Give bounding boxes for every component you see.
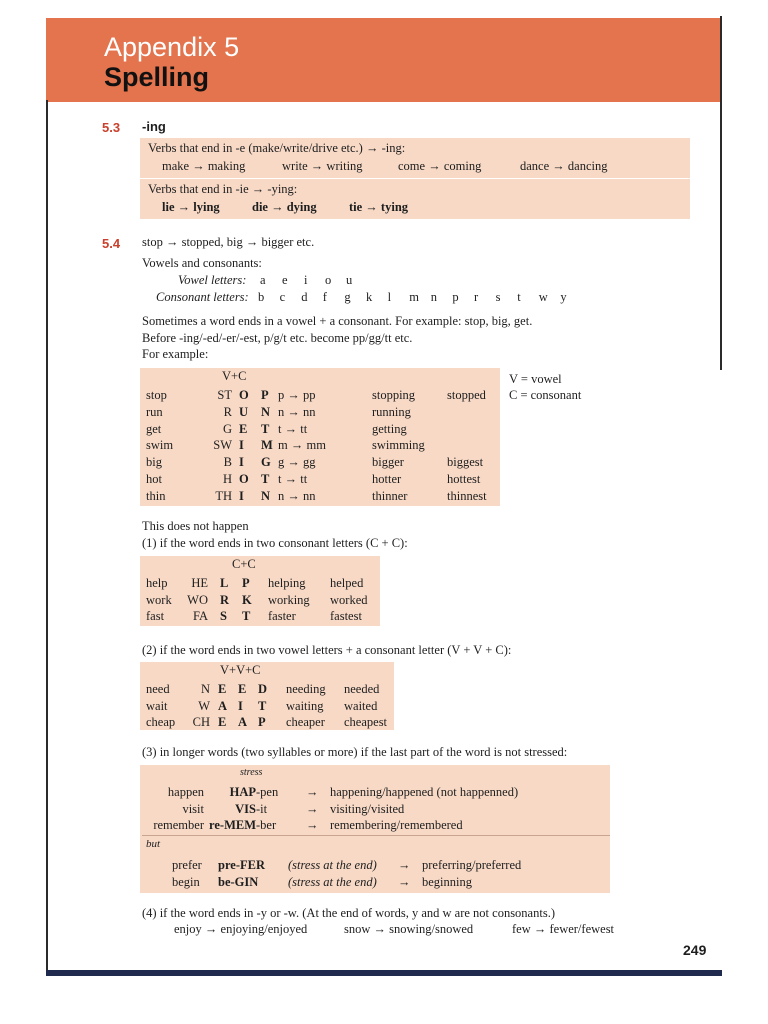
table-cell-vowel: I: [238, 698, 243, 713]
table-cell-vowel: E: [218, 715, 227, 729]
vowel-letter: i: [304, 273, 308, 287]
table-cell-word: swim: [146, 438, 174, 453]
vowels-consonants-label: Vowels and consonants:: [142, 256, 262, 270]
table-cell-word: prefer: [172, 858, 202, 872]
case-4-label: (4) if the word ends in -y or -w. (At the end of words, y and w are not consonants.): [142, 906, 555, 920]
table-cell-consonant: P: [258, 715, 266, 729]
section-number-5-4: 5.4: [102, 236, 121, 251]
table-cell-vowel: O: [239, 472, 249, 486]
table-cell-stress: be-GIN: [218, 874, 259, 889]
table-cell-form-b: worked: [330, 592, 368, 607]
table-cell-form-b: stopped: [447, 388, 486, 402]
table-cell-consonant: R: [220, 592, 230, 607]
table-cell-consonant: N: [261, 488, 271, 503]
stress-label: stress: [240, 767, 263, 778]
left-rule: [46, 100, 48, 976]
table-cell-form-a: faster: [268, 609, 296, 623]
vc-table-header: V+C: [222, 369, 247, 383]
table-cell-stress: HAP: [229, 785, 256, 799]
table-cell-stem: R: [223, 404, 232, 419]
table-cell-consonant: M: [261, 438, 273, 453]
consonant-letter: f: [322, 290, 327, 304]
table-cell-rule: p → pp: [278, 388, 316, 402]
legend-consonant: C = consonant: [509, 388, 582, 402]
consonant-letter: t: [517, 290, 521, 304]
table-cell-vowel: U: [239, 404, 249, 419]
table-cell-consonant: S: [220, 609, 227, 623]
table-cell-stem: W: [198, 698, 210, 713]
consonant-letter: n: [430, 290, 438, 304]
case-3-label: (3) in longer words (two syllables or more) if the last part of the word is not stressed:: [142, 745, 568, 759]
section-number-5-3: 5.3: [102, 120, 121, 135]
table-cell-result: visiting/visited: [330, 801, 405, 816]
bottom-rule: [46, 970, 722, 976]
table-cell-vowel: E: [218, 682, 227, 696]
table-cell-form-b: helped: [330, 576, 364, 590]
paragraph-3: For example:: [142, 347, 209, 361]
table-cell-word: run: [146, 404, 163, 419]
but-label: but: [146, 838, 161, 850]
legend-vowel: V = vowel: [509, 372, 562, 386]
table-cell-arrow: →: [398, 874, 411, 889]
ing-example: dance → dancing: [520, 159, 608, 173]
table-cell-consonant: P: [242, 576, 250, 590]
table-cell-stress: pre-FER: [218, 858, 265, 872]
paragraph-1: Sometimes a word ends in a vowel + a consonant. For example: stop, big, get.: [142, 314, 533, 328]
consonant-letter: g: [344, 290, 351, 304]
table-cell-result: preferring/preferred: [422, 858, 522, 872]
table-cell-word: big: [146, 455, 162, 470]
table-cell-form-b: fastest: [330, 609, 362, 623]
table-cell-form-b: hottest: [447, 472, 481, 486]
table-cell-consonant: P: [261, 388, 269, 402]
table-cell-form-b: cheapest: [344, 715, 388, 729]
consonant-letter: k: [366, 290, 373, 304]
consonant-letters-label: Consonant letters:: [156, 290, 249, 304]
table-cell-rule: m → mm: [278, 438, 326, 453]
table-cell-stem: CH: [192, 715, 210, 729]
table-cell-consonant: K: [242, 592, 252, 607]
table-cell-form-b: thinnest: [447, 488, 487, 503]
consonant-letter: l: [387, 290, 392, 304]
table-cell-stress: VIS: [235, 801, 256, 816]
table-cell-unstressed: -pen: [256, 785, 279, 799]
table-cell-stem: ST: [217, 388, 232, 402]
table-cell-word: wait: [146, 698, 168, 713]
table-cell-arrow: →: [398, 858, 411, 872]
table-cell-result: remembering/remembered: [330, 818, 463, 832]
table-cell-vowel: I: [239, 438, 244, 453]
table-cell-unstressed: -ber: [256, 818, 277, 832]
section-title-5-4: stop → stopped, big → bigger etc.: [142, 235, 315, 249]
consonant-letter: p: [452, 290, 459, 304]
consonant-letter: d: [301, 290, 308, 304]
right-rule: [720, 16, 722, 370]
table-cell-form-a: swimming: [372, 438, 425, 453]
ing-box-ie-intro: Verbs that end in -ie → -ying:: [148, 182, 298, 196]
table-cell-word: visit: [182, 801, 204, 816]
table-cell-result: beginning: [422, 874, 472, 889]
table-cell-word: begin: [172, 874, 200, 889]
table-cell-word: help: [146, 576, 168, 590]
vowel-letters-label: Vowel letters:: [178, 273, 247, 287]
consonant-letter: y: [560, 290, 567, 304]
table-cell-vowel: A: [218, 698, 228, 713]
table-cell-consonant: T: [261, 472, 270, 486]
consonant-letter: m: [409, 290, 419, 304]
consonant-letter: r: [474, 290, 479, 304]
vowel-letter: a: [260, 273, 266, 287]
table-cell-vowel: I: [239, 455, 244, 470]
table-cell-vowel: O: [239, 388, 249, 402]
table-cell-stem: SW: [213, 438, 232, 453]
table-cell-form-a: running: [372, 404, 411, 419]
table-cell-form-b: biggest: [447, 455, 484, 470]
table-cell-arrow: →: [306, 801, 319, 816]
table-cell-word: cheap: [146, 715, 176, 729]
case-4-example: snow → snowing/snowed: [344, 922, 474, 936]
table-cell-rule: n → nn: [278, 404, 316, 419]
consonant-letter: c: [279, 290, 286, 304]
consonant-letter: s: [495, 290, 501, 304]
table-cell-consonant: T: [242, 609, 251, 623]
table-cell-vowel: E: [238, 682, 247, 696]
case-1-label: (1) if the word ends in two consonant letters (C + C):: [142, 536, 408, 550]
page-header: [46, 18, 722, 102]
table-cell-form-a: cheaper: [286, 715, 325, 729]
table-cell-form-a: needing: [286, 682, 326, 696]
table-cell-stem: B: [223, 455, 232, 470]
appendix-title: Appendix 5: [104, 32, 240, 62]
case-1-header: C+C: [232, 557, 256, 571]
table-cell-stress: re-MEM: [209, 818, 256, 832]
ing-box-e-intro: Verbs that end in -e (make/write/drive etc.) → -ing:: [148, 141, 406, 155]
table-cell-form-a: hotter: [372, 472, 402, 486]
vowel-letter: e: [282, 273, 288, 287]
table-cell-rule: n → nn: [278, 488, 316, 503]
table-cell-vowel: I: [239, 488, 244, 503]
table-cell-consonant: D: [258, 682, 268, 696]
table-cell-form-a: waiting: [286, 698, 324, 713]
table-cell-stem: HE: [191, 576, 208, 590]
table-cell-note: (stress at the end): [288, 874, 377, 889]
table-cell-stem: WO: [187, 592, 208, 607]
table-cell-form-b: needed: [344, 682, 380, 696]
table-cell-word: stop: [146, 388, 167, 402]
ing-example: write → writing: [282, 159, 363, 173]
table-cell-stem: H: [222, 472, 232, 486]
table-cell-word: need: [146, 682, 170, 696]
table-cell-consonant: T: [261, 421, 270, 436]
appendix-subtitle: Spelling: [104, 62, 210, 92]
case-4-example: enjoy → enjoying/enjoyed: [174, 922, 308, 936]
ing-example: make → making: [162, 159, 246, 173]
table-cell-rule: t → tt: [278, 421, 308, 436]
table-cell-form-b: waited: [344, 698, 378, 713]
table-cell-word: remember: [153, 818, 204, 832]
table-cell-result: happening/happened (not happenned): [330, 785, 519, 799]
vowel-letter: o: [325, 273, 332, 287]
table-cell-rule: t → tt: [278, 472, 308, 486]
divider: [142, 835, 610, 836]
case-2-header: V+V+C: [220, 663, 261, 677]
section-title-5-3: -ing: [142, 119, 166, 134]
case-2-label: (2) if the word ends in two vowel letters + a consonant letter (V + V + C):: [142, 643, 512, 657]
table-cell-consonant: G: [261, 455, 271, 470]
ing-example: come → coming: [398, 159, 482, 173]
ying-example: tie → tying: [349, 200, 409, 214]
table-cell-form-a: helping: [268, 576, 306, 590]
case-4-example: few → fewer/fewest: [512, 922, 615, 936]
vowel-letter: u: [346, 273, 353, 287]
table-cell-form-a: working: [268, 592, 310, 607]
not-happen-label: This does not happen: [142, 519, 249, 533]
vc-table-box: [140, 368, 500, 506]
table-cell-stem: G: [222, 421, 232, 436]
table-cell-stem: FA: [192, 609, 208, 623]
table-cell-arrow: →: [306, 818, 319, 832]
paragraph-2: Before -ing/-ed/-er/-est, p/g/t etc. become pp/gg/tt etc.: [142, 331, 413, 345]
table-cell-word: hot: [146, 472, 162, 486]
page-number: 249: [683, 942, 707, 958]
consonant-letter: w: [538, 290, 548, 304]
table-cell-rule: g → gg: [278, 455, 316, 470]
consonant-letter: b: [258, 290, 265, 304]
table-cell-form-a: stopping: [372, 388, 416, 402]
table-cell-stem: TH: [215, 488, 232, 503]
table-cell-unstressed: -it: [256, 801, 268, 816]
ying-example: lie → lying: [162, 200, 220, 214]
table-cell-word: fast: [146, 609, 165, 623]
table-cell-form-a: bigger: [372, 455, 404, 470]
table-cell-consonant: T: [258, 698, 267, 713]
table-cell-consonant: N: [261, 404, 271, 419]
table-cell-form-a: thinner: [372, 488, 408, 503]
table-cell-note: (stress at the end): [288, 858, 377, 872]
table-cell-vowel: E: [239, 421, 248, 436]
table-cell-consonant: L: [220, 576, 229, 590]
table-cell-stem: N: [200, 682, 210, 696]
ying-example: die → dying: [252, 200, 317, 214]
table-cell-word: get: [146, 421, 162, 436]
table-cell-form-a: getting: [372, 421, 407, 436]
table-cell-word: thin: [146, 488, 166, 503]
table-cell-vowel: A: [238, 715, 248, 729]
table-cell-word: happen: [167, 785, 204, 799]
table-cell-word: work: [146, 592, 172, 607]
table-cell-arrow: →: [306, 785, 319, 799]
